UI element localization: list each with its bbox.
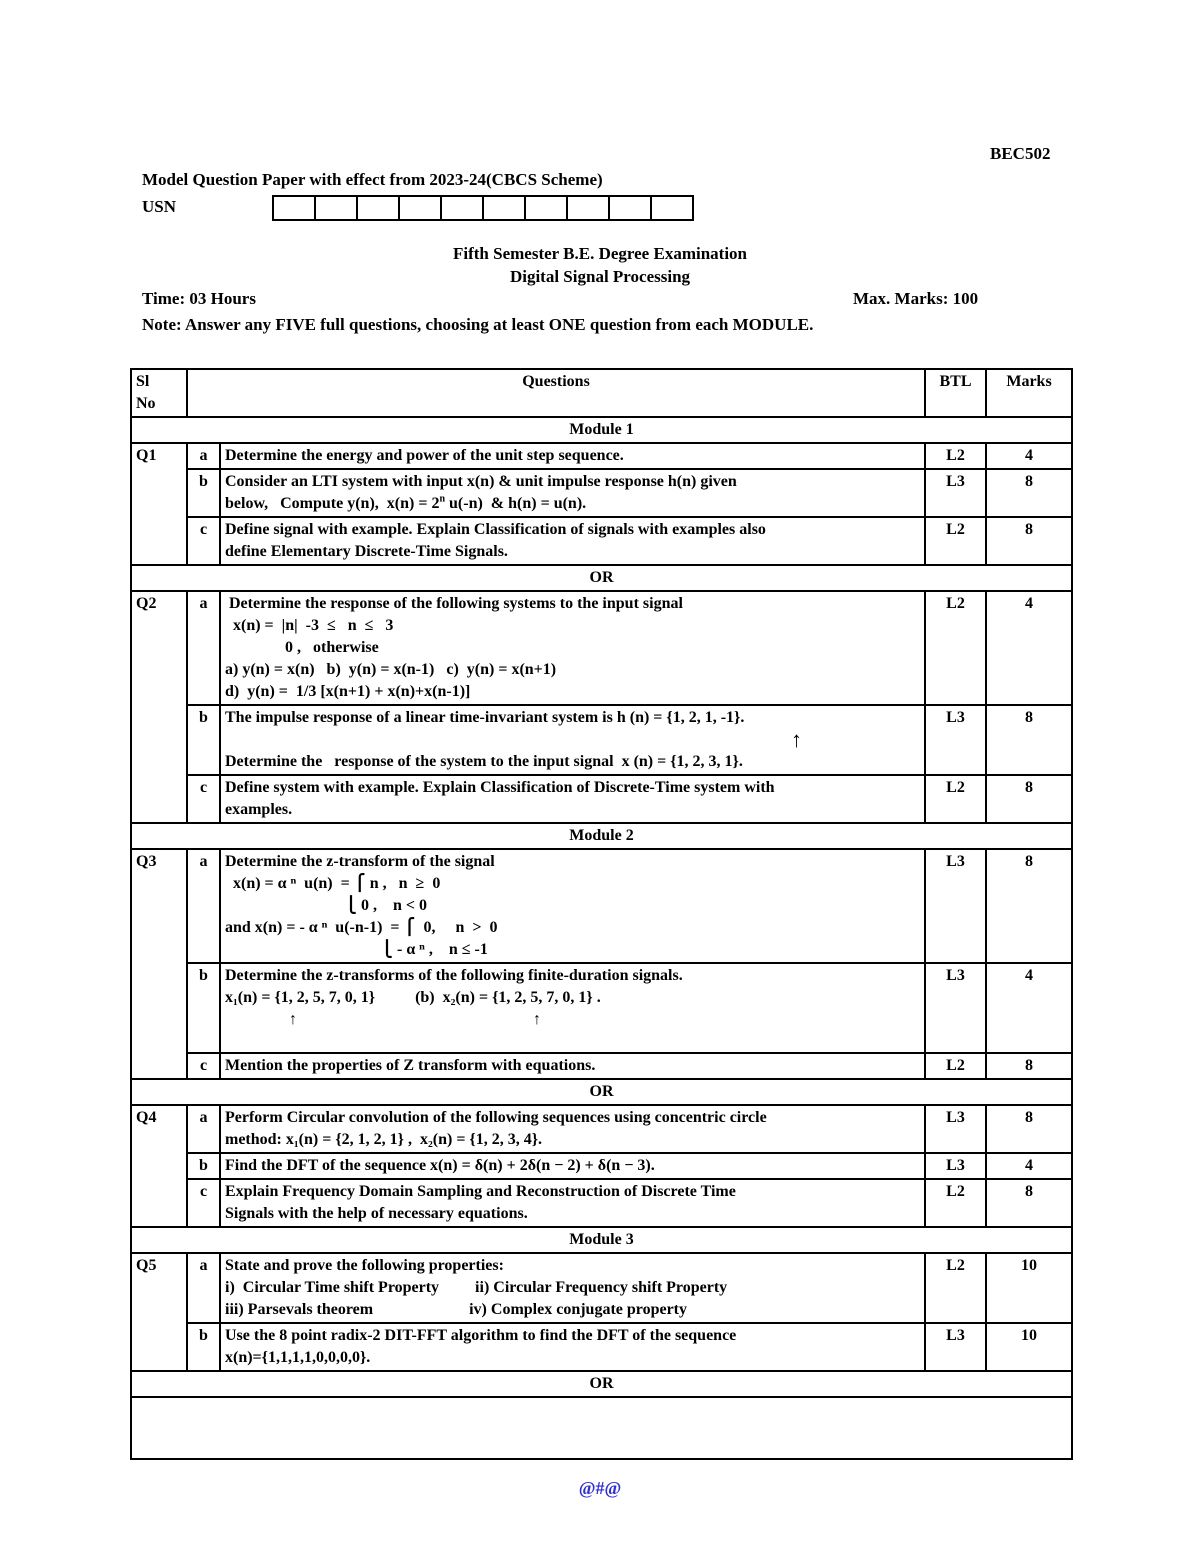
question-text: Find the DFT of the sequence x(n) = δ(n) + 2δ(n − 2) + δ(n − 3). bbox=[220, 1153, 925, 1179]
table-row bbox=[131, 1179, 1072, 1227]
table-row bbox=[131, 1153, 1072, 1179]
table-row bbox=[131, 963, 1072, 1053]
question-number: Q4 bbox=[131, 1105, 187, 1227]
exam-title: Fifth Semester B.E. Degree Examination bbox=[453, 244, 747, 263]
max-marks: Max. Marks: 100 bbox=[853, 289, 979, 308]
usn-label: USN bbox=[142, 197, 177, 216]
paper-code: BEC502 bbox=[990, 144, 1051, 163]
or-divider: OR bbox=[131, 1079, 1072, 1105]
table-row bbox=[131, 705, 1072, 775]
btl-value: L3 bbox=[925, 963, 986, 1053]
arrow-up-icon: ↑ bbox=[791, 727, 802, 752]
question-text: Determine the energy and power of the unit step sequence. bbox=[220, 443, 925, 469]
btl-value: L2 bbox=[925, 517, 986, 565]
question-text: Consider an LTI system with input x(n) & unit impulse response h(n) given below, Compute y(n), $x(n) = 2^n$ u(-n) & h(n) = u(n). bbox=[220, 469, 925, 517]
marks-value: 8 bbox=[986, 1105, 1072, 1153]
btl-value: L2 bbox=[925, 1179, 986, 1227]
marks-value: 10 bbox=[986, 1253, 1072, 1323]
model-line: Model Question Paper with effect from 2023-24(CBCS Scheme) bbox=[142, 170, 603, 189]
marks-value: 8 bbox=[986, 775, 1072, 823]
question-text: State and prove the following properties: i) Circular Time shift Property ii) Circular Frequency shift Property iii) Parsevals theorem iv) Complex conjugate property bbox=[220, 1253, 925, 1323]
btl-value: L3 bbox=[925, 1323, 986, 1371]
btl-value: L2 bbox=[925, 1053, 986, 1079]
page-footer: @#@ bbox=[578, 1478, 622, 1498]
question-text: Define system with example. Explain Classification of Discrete-Time system with examples. bbox=[220, 775, 925, 823]
btl-value: L3 bbox=[925, 849, 986, 963]
empty-row bbox=[131, 1397, 1072, 1459]
sl-no-header: Sl No bbox=[131, 369, 187, 417]
question-text: Determine the z-transforms of the following finite-duration signals. x₁(n) = {1, 2, 5, 7, 0, 1} (b) x₂(n) = {1, 2, 5, 7, 0, 1} . ↑ ↑ bbox=[220, 963, 925, 1053]
marks-value: 8 bbox=[986, 469, 1072, 517]
part-label: b bbox=[187, 1323, 220, 1371]
part-label: c bbox=[187, 1179, 220, 1227]
marks-value: 10 bbox=[986, 1323, 1072, 1371]
table-row bbox=[131, 849, 1072, 963]
marks-value: 8 bbox=[986, 705, 1072, 775]
question-table bbox=[130, 368, 1073, 1460]
instructions-note: Note: Answer any FIVE full questions, choosing at least ONE question from each MODULE. bbox=[142, 315, 814, 334]
usn-boxes[interactable] bbox=[272, 195, 694, 221]
or-divider: OR bbox=[131, 565, 1072, 591]
btl-value: L3 bbox=[925, 1105, 986, 1153]
btl-header: BTL bbox=[925, 369, 986, 417]
part-label: c bbox=[187, 1053, 220, 1079]
table-row bbox=[131, 517, 1072, 565]
marks-value: 8 bbox=[986, 1179, 1072, 1227]
part-label: b bbox=[187, 705, 220, 775]
btl-value: L2 bbox=[925, 591, 986, 705]
table-row bbox=[131, 775, 1072, 823]
subject-title: Digital Signal Processing bbox=[509, 267, 691, 286]
btl-value: L3 bbox=[925, 1153, 986, 1179]
marks-value: 8 bbox=[986, 849, 1072, 963]
table-row bbox=[131, 443, 1072, 469]
marks-value: 4 bbox=[986, 1153, 1072, 1179]
btl-value: L3 bbox=[925, 469, 986, 517]
question-text: Mention the properties of Z transform with equations. bbox=[220, 1053, 925, 1079]
question-text: Explain Frequency Domain Sampling and Reconstruction of Discrete Time Signals with the help of necessary equations. bbox=[220, 1179, 925, 1227]
question-number: Q2 bbox=[131, 591, 187, 823]
time-label: Time: 03 Hours bbox=[142, 289, 256, 308]
marks-value: 4 bbox=[986, 443, 1072, 469]
question-number: Q1 bbox=[131, 443, 187, 565]
part-label: a bbox=[187, 591, 220, 705]
table-row bbox=[131, 469, 1072, 517]
btl-value: L3 bbox=[925, 705, 986, 775]
part-label: a bbox=[187, 1105, 220, 1153]
questions-header: Questions bbox=[187, 369, 925, 417]
part-label: b bbox=[187, 963, 220, 1053]
marks-value: 4 bbox=[986, 963, 1072, 1053]
btl-value: L2 bbox=[925, 443, 986, 469]
btl-value: L2 bbox=[925, 1253, 986, 1323]
or-divider: OR bbox=[131, 1371, 1072, 1397]
question-number: Q5 bbox=[131, 1253, 187, 1371]
question-text: Define signal with example. Explain Classification of signals with examples also define Elementary Discrete-Time Signals. bbox=[220, 517, 925, 565]
marks-value: 8 bbox=[986, 1053, 1072, 1079]
table-row bbox=[131, 1323, 1072, 1371]
part-label: c bbox=[187, 775, 220, 823]
question-text: Use the 8 point radix-2 DIT-FFT algorithm to find the DFT of the sequence x(n)={1,1,1,1,0,0,0,0}. bbox=[220, 1323, 925, 1371]
question-text: Determine the response of the following systems to the input signal x(n) = |n| -3 ≤ n ≤ 3 0 , otherwise a) y(n) = x(n) b) y(n) = x(n-1) c) y(n) = x(n+1) d) y(n) = 1/3 [x(n+1) + x(n)+x(n-1)] bbox=[220, 591, 925, 705]
marks-header: Marks bbox=[986, 369, 1072, 417]
module-heading: Module 2 bbox=[131, 823, 1072, 849]
table-row bbox=[131, 1105, 1072, 1153]
table-row bbox=[131, 1053, 1072, 1079]
table-header-row bbox=[131, 369, 1072, 417]
part-label: a bbox=[187, 1253, 220, 1323]
module-heading: Module 1 bbox=[131, 417, 1072, 443]
btl-value: L2 bbox=[925, 775, 986, 823]
marks-value: 8 bbox=[986, 517, 1072, 565]
part-label: b bbox=[187, 1153, 220, 1179]
part-label: a bbox=[187, 443, 220, 469]
table-row bbox=[131, 591, 1072, 705]
module-heading: Module 3 bbox=[131, 1227, 1072, 1253]
question-number: Q3 bbox=[131, 849, 187, 1079]
marks-value: 4 bbox=[986, 591, 1072, 705]
question-text: Determine the z-transform of the signal x(n) = α ⁿ u(n) = ⎧ n , n ≥ 0 ⎩ 0 , n < 0 and x(n) = - α ⁿ u(-n-1) = ⎧ 0, n > 0 ⎩ - α ⁿ , n ≤ -1 bbox=[220, 849, 925, 963]
part-label: a bbox=[187, 849, 220, 963]
part-label: c bbox=[187, 517, 220, 565]
question-text: The impulse response of a linear time-invariant system is h (n) = {1, 2, 1, -1}. ↑ Determine the response of the system to the input signal x (n) = {1, 2, 3, 1}. bbox=[220, 705, 925, 775]
part-label: b bbox=[187, 469, 220, 517]
table-row bbox=[131, 1253, 1072, 1323]
question-text: Perform Circular convolution of the following sequences using concentric circle method: x₁(n) = {2, 1, 2, 1} , x₂(n) = {1, 2, 3, 4}. bbox=[220, 1105, 925, 1153]
